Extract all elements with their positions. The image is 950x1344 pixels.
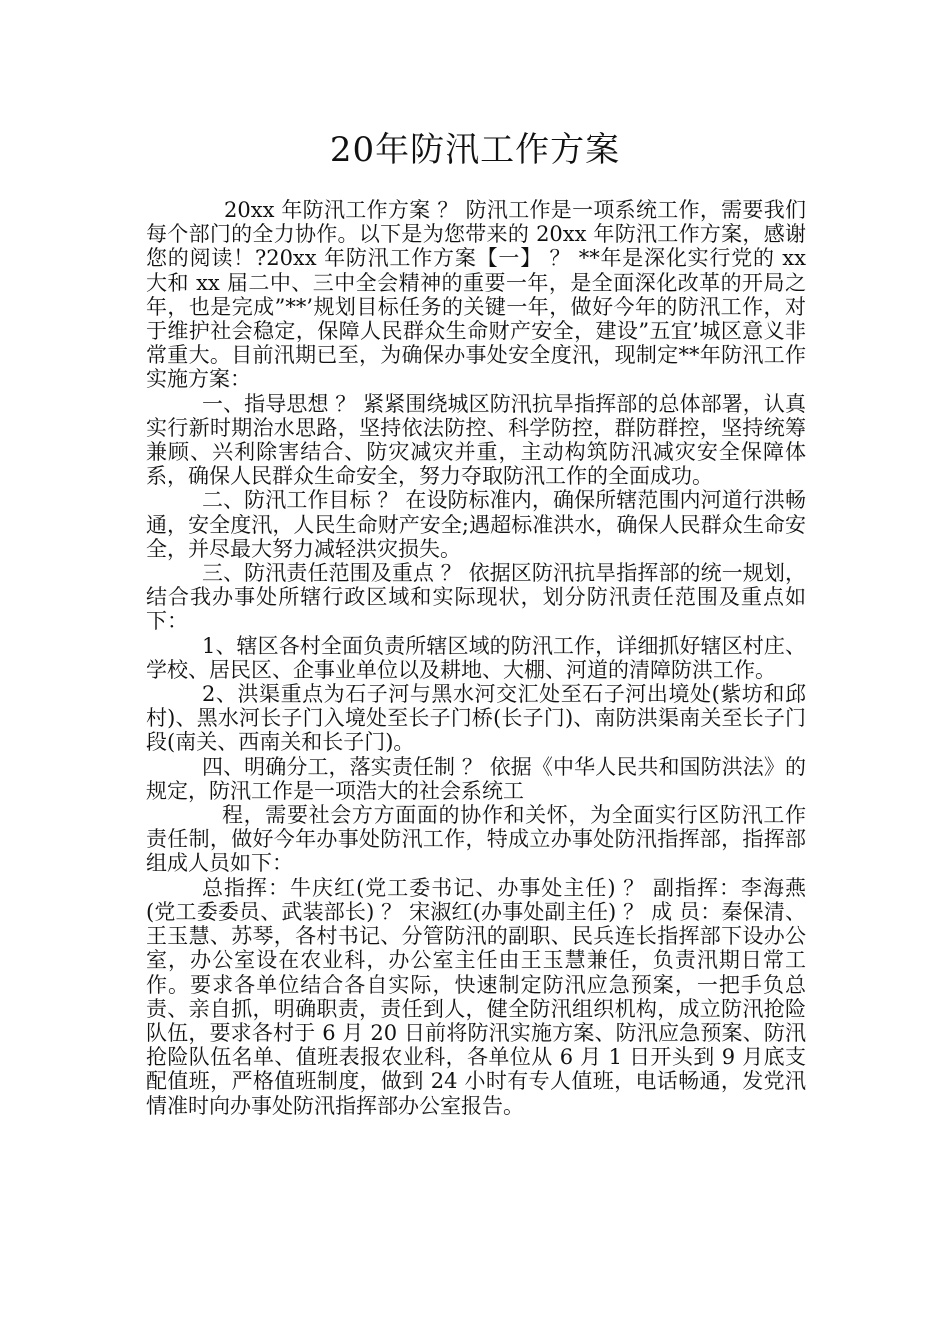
- paragraph-work-goals: 二、防汛工作目标 ？ 在设防标准内，确保所辖范围内河道行洪畅通，安全度汛，人民生命财产安全;遇超标准洪水，确保人民群众生命安全，并尽最大努力减轻洪灾损失。: [146, 488, 806, 561]
- paragraph-item-1: 1、辖区各村全面负责所辖区域的防汛工作，详细抓好辖区村庄、学校、居民区、企事业单位以及耕地、大棚、河道的清障防洪工作。: [146, 633, 806, 682]
- document-title: 20年防汛工作方案: [329, 130, 621, 170]
- paragraph-responsibility-scope: 三、防汛责任范围及重点 ？ 依据区防汛抗旱指挥部的统一规划，结合我办事处所辖行政区域和实际现状，划分防汛责任范围及重点如下：: [146, 561, 806, 634]
- paragraph-command-staff: 总指挥：牛庆红(党工委书记、办事处主任) ？ 副指挥：李海燕(党工委委员、武装部长) ？ 宋淑红(办事处副主任) ？ 成 员：秦保清、王玉慧、苏琴，各村书记、分管防汛的副职、民兵连长指挥部下设办公室，办公室设在农业科，办公室主任由王玉慧兼任，负责汛期日常工作。要求各单位结合各自实际，快速制定防汛应急预案，一把手负总责、亲自抓，明确职责，责任到人，健全防汛组织机构，成立防汛抢险队伍，要求各村于 6 月 20 日前将防汛实施方案、防汛应急预案、防汛抢险队伍名单、值班表报农业科，各单位从 6 月 1 日开头到 9 月底支配值班，严格值班制度，做到 24 小时有专人值班，电话畅通，发党汛情准时向办事处防汛指挥部办公室报告。: [146, 875, 806, 1118]
- document-body: [146, 198, 806, 1118]
- paragraph-item-2: 2、洪渠重点为石子河与黑水河交汇处至石子河出境处(紫坊和邱村)、黑水河长子门入境处至长子门桥(长子门)、南防洪渠南关至长子门段(南关、西南关和长子门)。: [146, 682, 806, 755]
- paragraph-guiding-ideology: 一、指导思想 ？ 紧紧围绕城区防汛抗旱指挥部的总体部署，认真实行新时期治水思路，坚持依法防控、科学防控，群防群控，坚持统筹兼顾、兴利除害结合、防灾减灾并重，主动构筑防汛减灾安全保障体系，确保人民群众生命安全，努力夺取防汛工作的全面成功。: [146, 391, 806, 489]
- paragraph-intro: 20xx 年防汛工作方案 ？ 防汛工作是一项系统工作，需要我们每个部门的全力协作。以下是为您带来的 20xx 年防汛工作方案，感谢您的阅读！?20xx 年防汛工作方案【一】 ？ **年是深化实行党的 xx 大和 xx 届二中、三中全会精神的重要一年，是全面深化改革的开局之年，也是完成”**’规划目标任务的关键一年，做好今年的防汛工作，对于维护社会稳定，保障人民群众生命财产安全，建设”五宜’城区意义非常重大。目前汛期已至，为确保办事处安全度汛，现制定**年防汛工作实施方案：: [146, 198, 806, 392]
- paragraph-division-of-work: 四、明确分工，落实责任制 ？ 依据《中华人民共和国防洪法》的规定，防汛工作是一项浩大的社会系统工: [146, 754, 806, 803]
- paragraph-division-continued: 程，需要社会方方面面的协作和关怀，为全面实行区防汛工作责任制，做好今年办事处防汛工作，特成立办事处防汛指挥部，指挥部组成人员如下：: [146, 803, 806, 876]
